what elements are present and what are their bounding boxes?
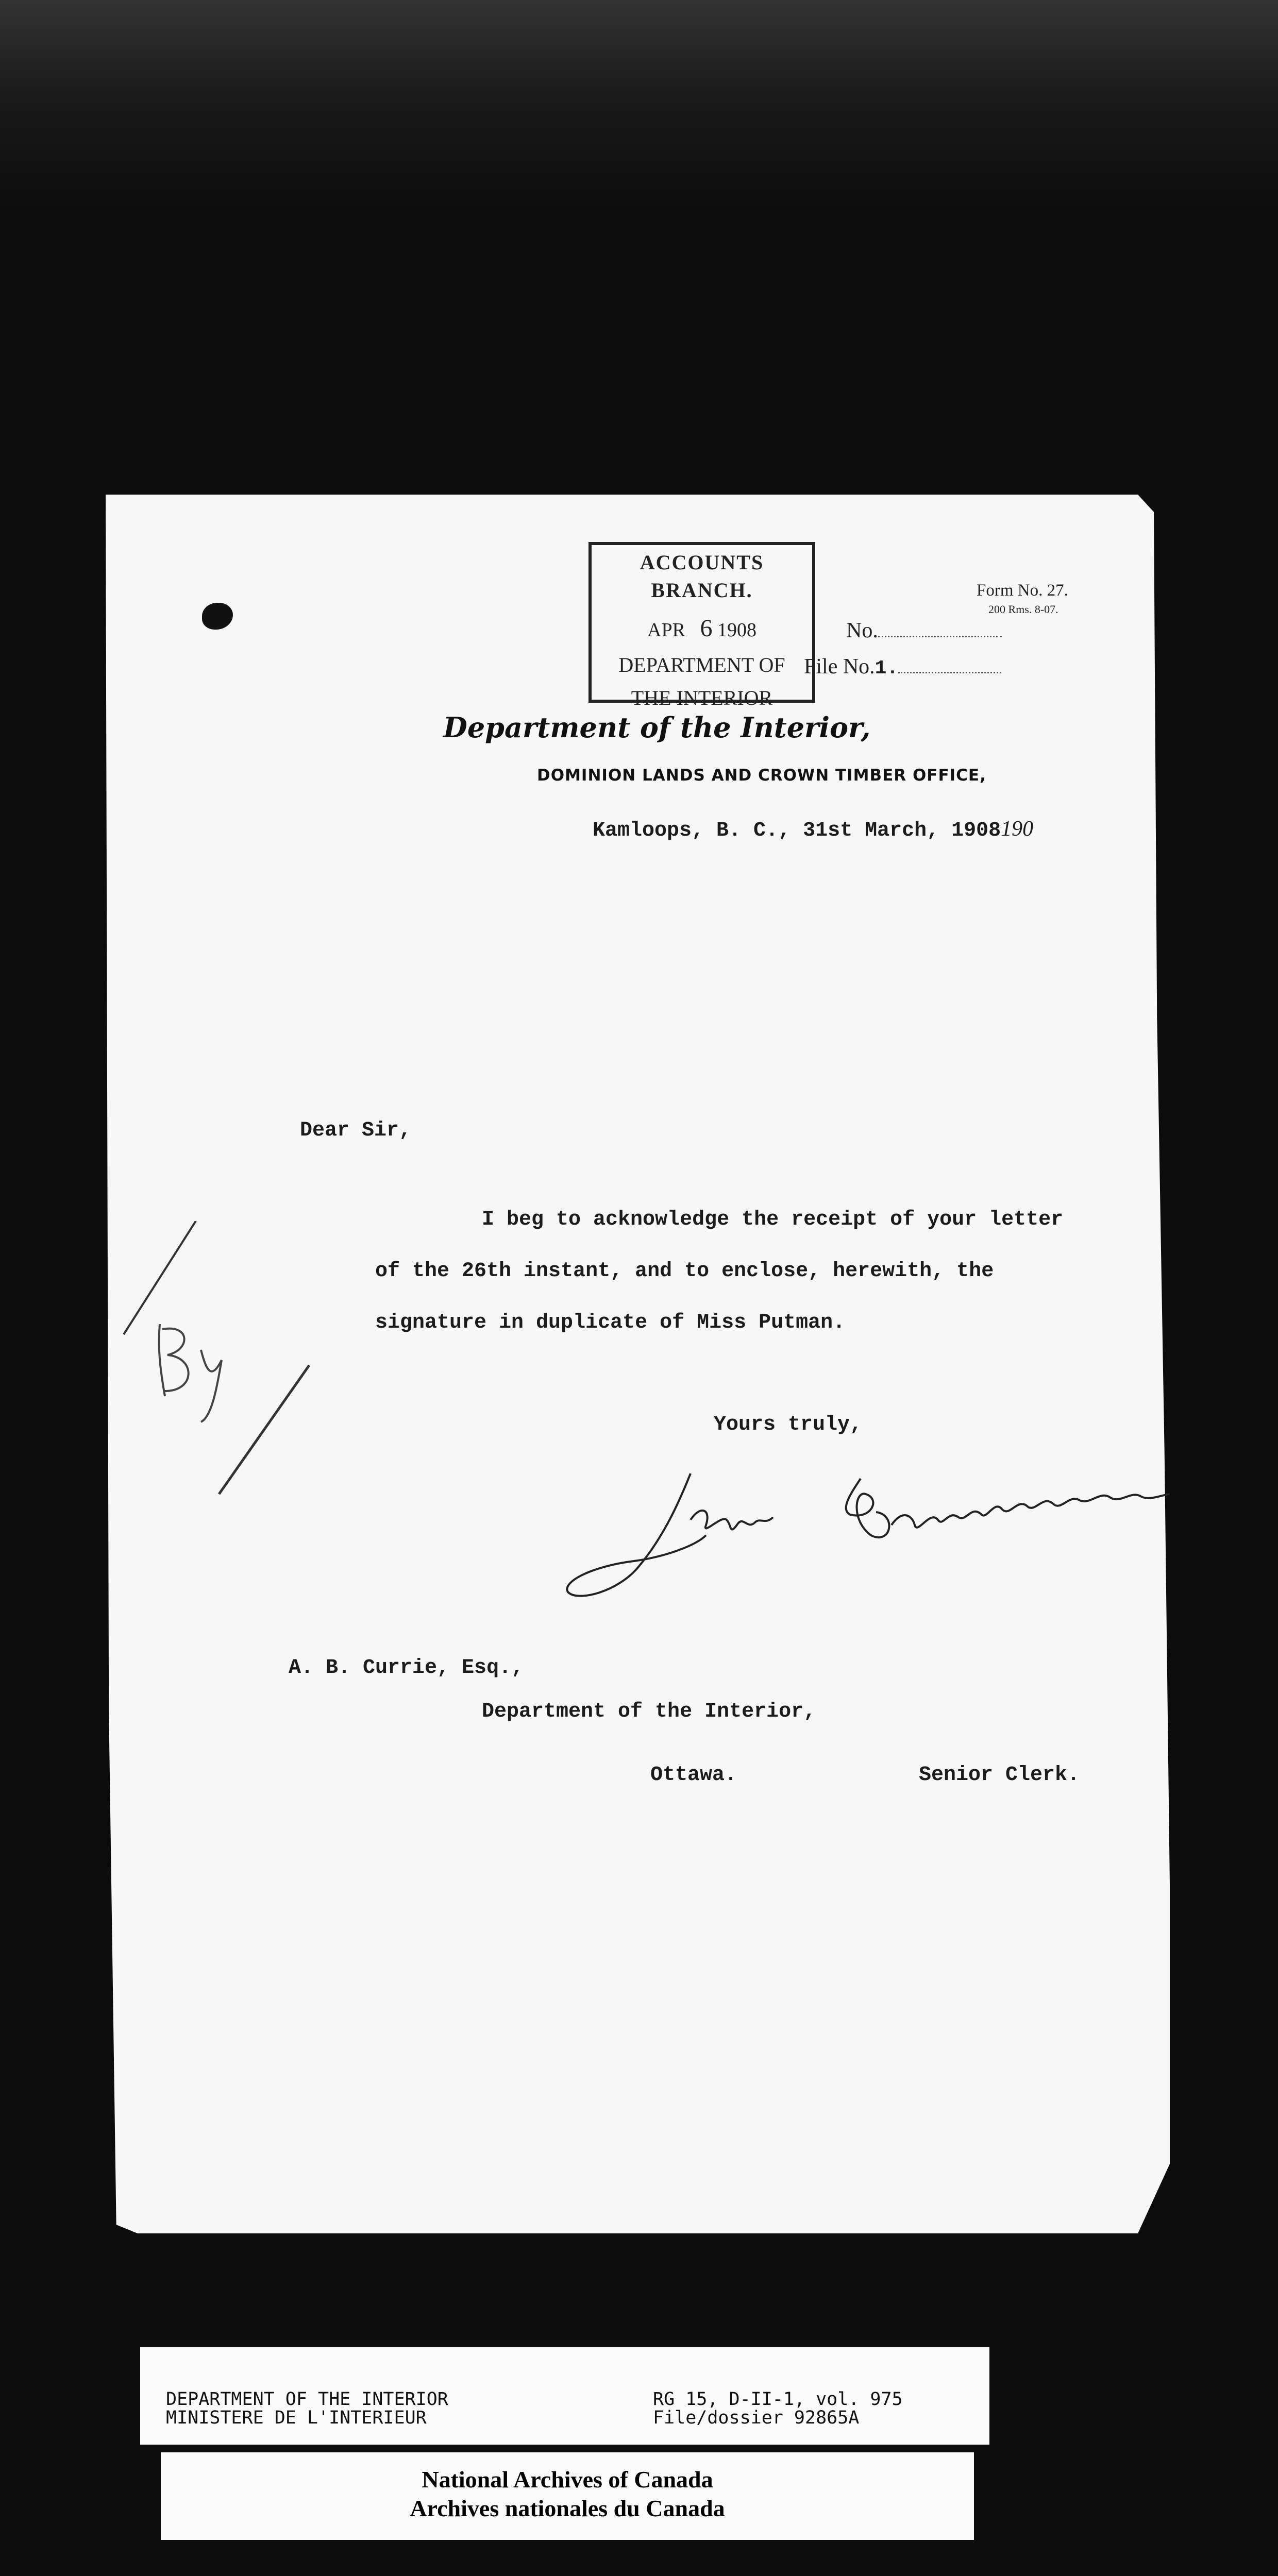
file-no-value: 1. (875, 657, 899, 680)
signature-graphic (562, 1458, 1170, 1613)
file-no-dotted-line (898, 672, 1001, 673)
closing: Yours truly, (714, 1413, 863, 1436)
form-number: Form No. 27. (977, 581, 1068, 600)
addressee-line-2: Department of the Interior, (482, 1700, 816, 1723)
salutation: Dear Sir, (300, 1119, 412, 1142)
stamp-date (592, 614, 812, 642)
body-line-1: I beg to acknowledge the receipt of your letter (482, 1208, 1064, 1231)
archive-name-en: National Archives of Canada (422, 2466, 713, 2493)
print-note: 200 Rms. 8-07. (988, 603, 1058, 616)
stamp-dept-line2: THE INTERIOR (631, 686, 773, 709)
archive-name-label (161, 2452, 974, 2540)
margin-note-graphic (119, 1221, 325, 1499)
place-date: Kamloops, B. C., 31st March, 1908 (593, 819, 1001, 842)
department-heading: Department of the Interior, (443, 711, 871, 744)
stamp-title-line1: ACCOUNTS (640, 551, 764, 574)
archive-reference-label (140, 2347, 989, 2445)
place-date-line (593, 817, 1033, 842)
no-field (846, 618, 1002, 643)
addressee-line-3: Ottawa. (650, 1764, 737, 1787)
archive-dept-fr: MINISTERE DE L'INTERIEUR (166, 2408, 427, 2428)
scan-background-gradient (0, 0, 1278, 216)
body-line-3: signature in duplicate of Miss Putman. (375, 1311, 846, 1334)
stamp-date-day: 6 (700, 615, 713, 642)
body-line-2: of the 26th instant, and to enclose, herewith, the (375, 1260, 994, 1283)
office-subheading: DOMINION LANDS AND CROWN TIMBER OFFICE, (537, 766, 986, 785)
file-no-label: File No. (804, 655, 875, 679)
file-no-field (804, 654, 1001, 680)
archive-ref-line-1: RG 15, D-II-1, vol. 975 (653, 2389, 903, 2410)
printed-year-suffix: 190 (1001, 817, 1034, 841)
sender-title: Senior Clerk. (919, 1764, 1080, 1787)
no-label: No. (846, 619, 878, 642)
addressee-line-1: A. B. Currie, Esq., (289, 1656, 524, 1680)
stamp-date-year: 1908 (717, 619, 756, 641)
archive-dept-en: DEPARTMENT OF THE INTERIOR (166, 2389, 448, 2410)
stamp-date-month: APR (647, 619, 685, 641)
no-dotted-line (878, 636, 1002, 637)
accounts-branch-stamp (588, 542, 815, 709)
stamp-title-line2: BRANCH. (651, 579, 753, 602)
stamp-dept-line1: DEPARTMENT OF (618, 653, 785, 676)
archive-name-fr: Archives nationales du Canada (410, 2495, 725, 2521)
archive-ref-line-2: File/dossier 92865A (653, 2408, 860, 2428)
